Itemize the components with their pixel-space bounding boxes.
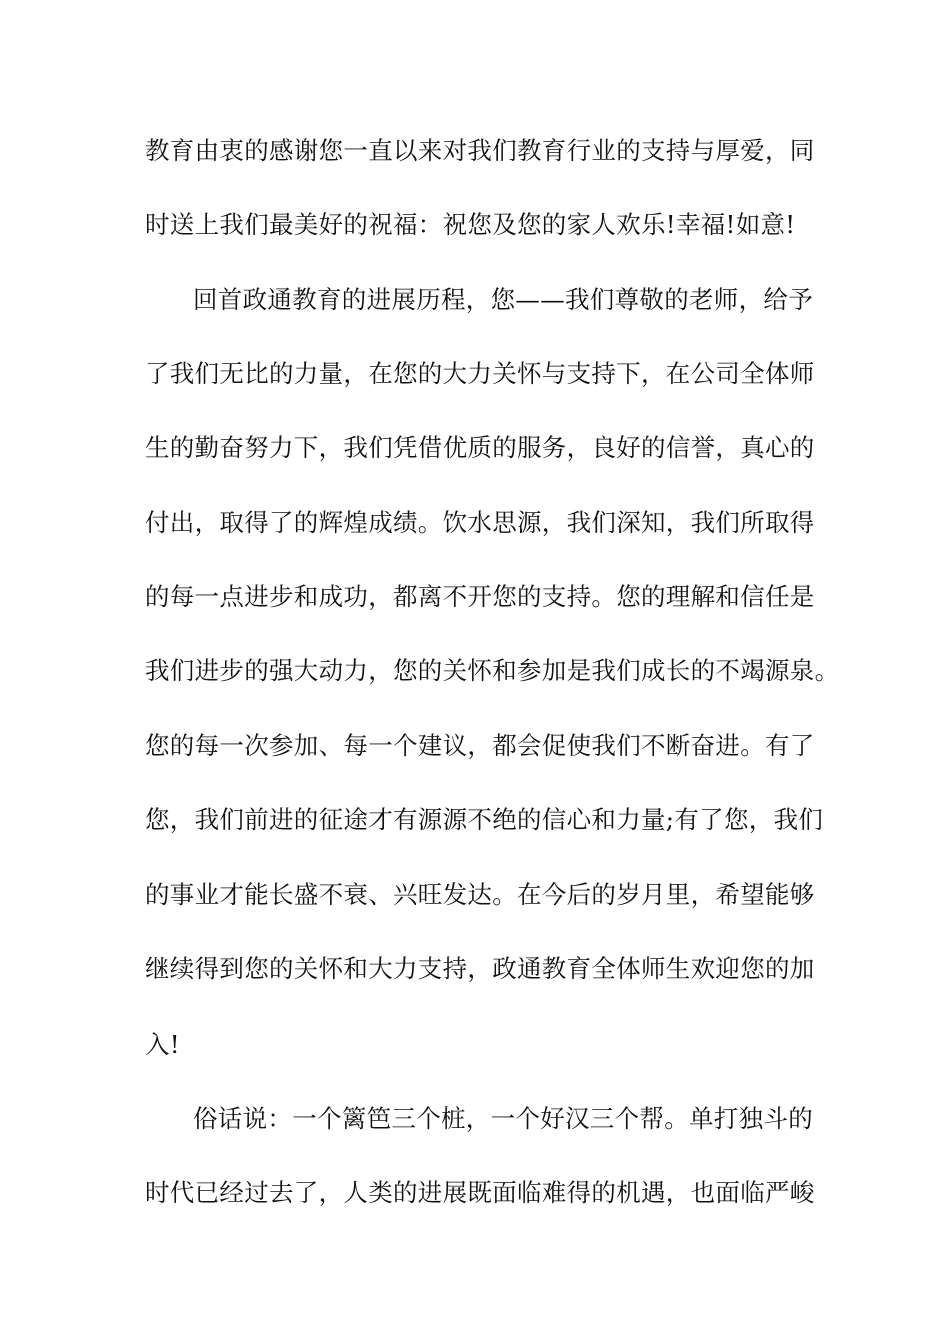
text-line: 生的勤奋努力下，我们凭借优质的服务，良好的信誉，真心的 xyxy=(145,433,815,462)
text-line: 了我们无比的力量，在您的大力关怀与支持下，在公司全体师 xyxy=(145,359,815,388)
text-line: 教育由衷的感谢您一直以来对我们教育行业的支持与厚爱，同 xyxy=(145,136,815,165)
text-line: 的每一点进步和成功，都离不开您的支持。您的理解和信任是 xyxy=(145,582,815,611)
text-line: 时代已经过去了，人类的进展既面临难得的机遇，也面临严峻 xyxy=(145,1178,815,1207)
text-line: 您，我们前进的征途才有源源不绝的信心和力量;有了您，我们 xyxy=(145,805,824,834)
paragraph-start-line: 俗话说：一个篱笆三个桩，一个好汉三个帮。单打独斗的 xyxy=(193,1104,813,1133)
text-line: 继续得到您的关怀和大力支持，政通教育全体师生欢迎您的加 xyxy=(145,954,815,983)
text-line: 的事业才能长盛不衰、兴旺发达。在今后的岁月里，希望能够 xyxy=(145,880,815,909)
paragraph-start-line: 回首政通教育的进展历程，您——我们尊敬的老师，给予 xyxy=(193,285,813,314)
text-line: 入! xyxy=(145,1030,180,1059)
text-line: 付出，取得了的辉煌成绩。饮水思源，我们深知，我们所取得 xyxy=(145,508,815,537)
text-line: 您的每一次参加、每一个建议，都会促使我们不断奋进。有了 xyxy=(145,731,815,760)
text-line: 时送上我们最美好的祝福：祝您及您的家人欢乐!幸福!如意! xyxy=(145,210,796,239)
text-line: 我们进步的强大动力，您的关怀和参加是我们成长的不竭源泉。 xyxy=(145,656,840,685)
